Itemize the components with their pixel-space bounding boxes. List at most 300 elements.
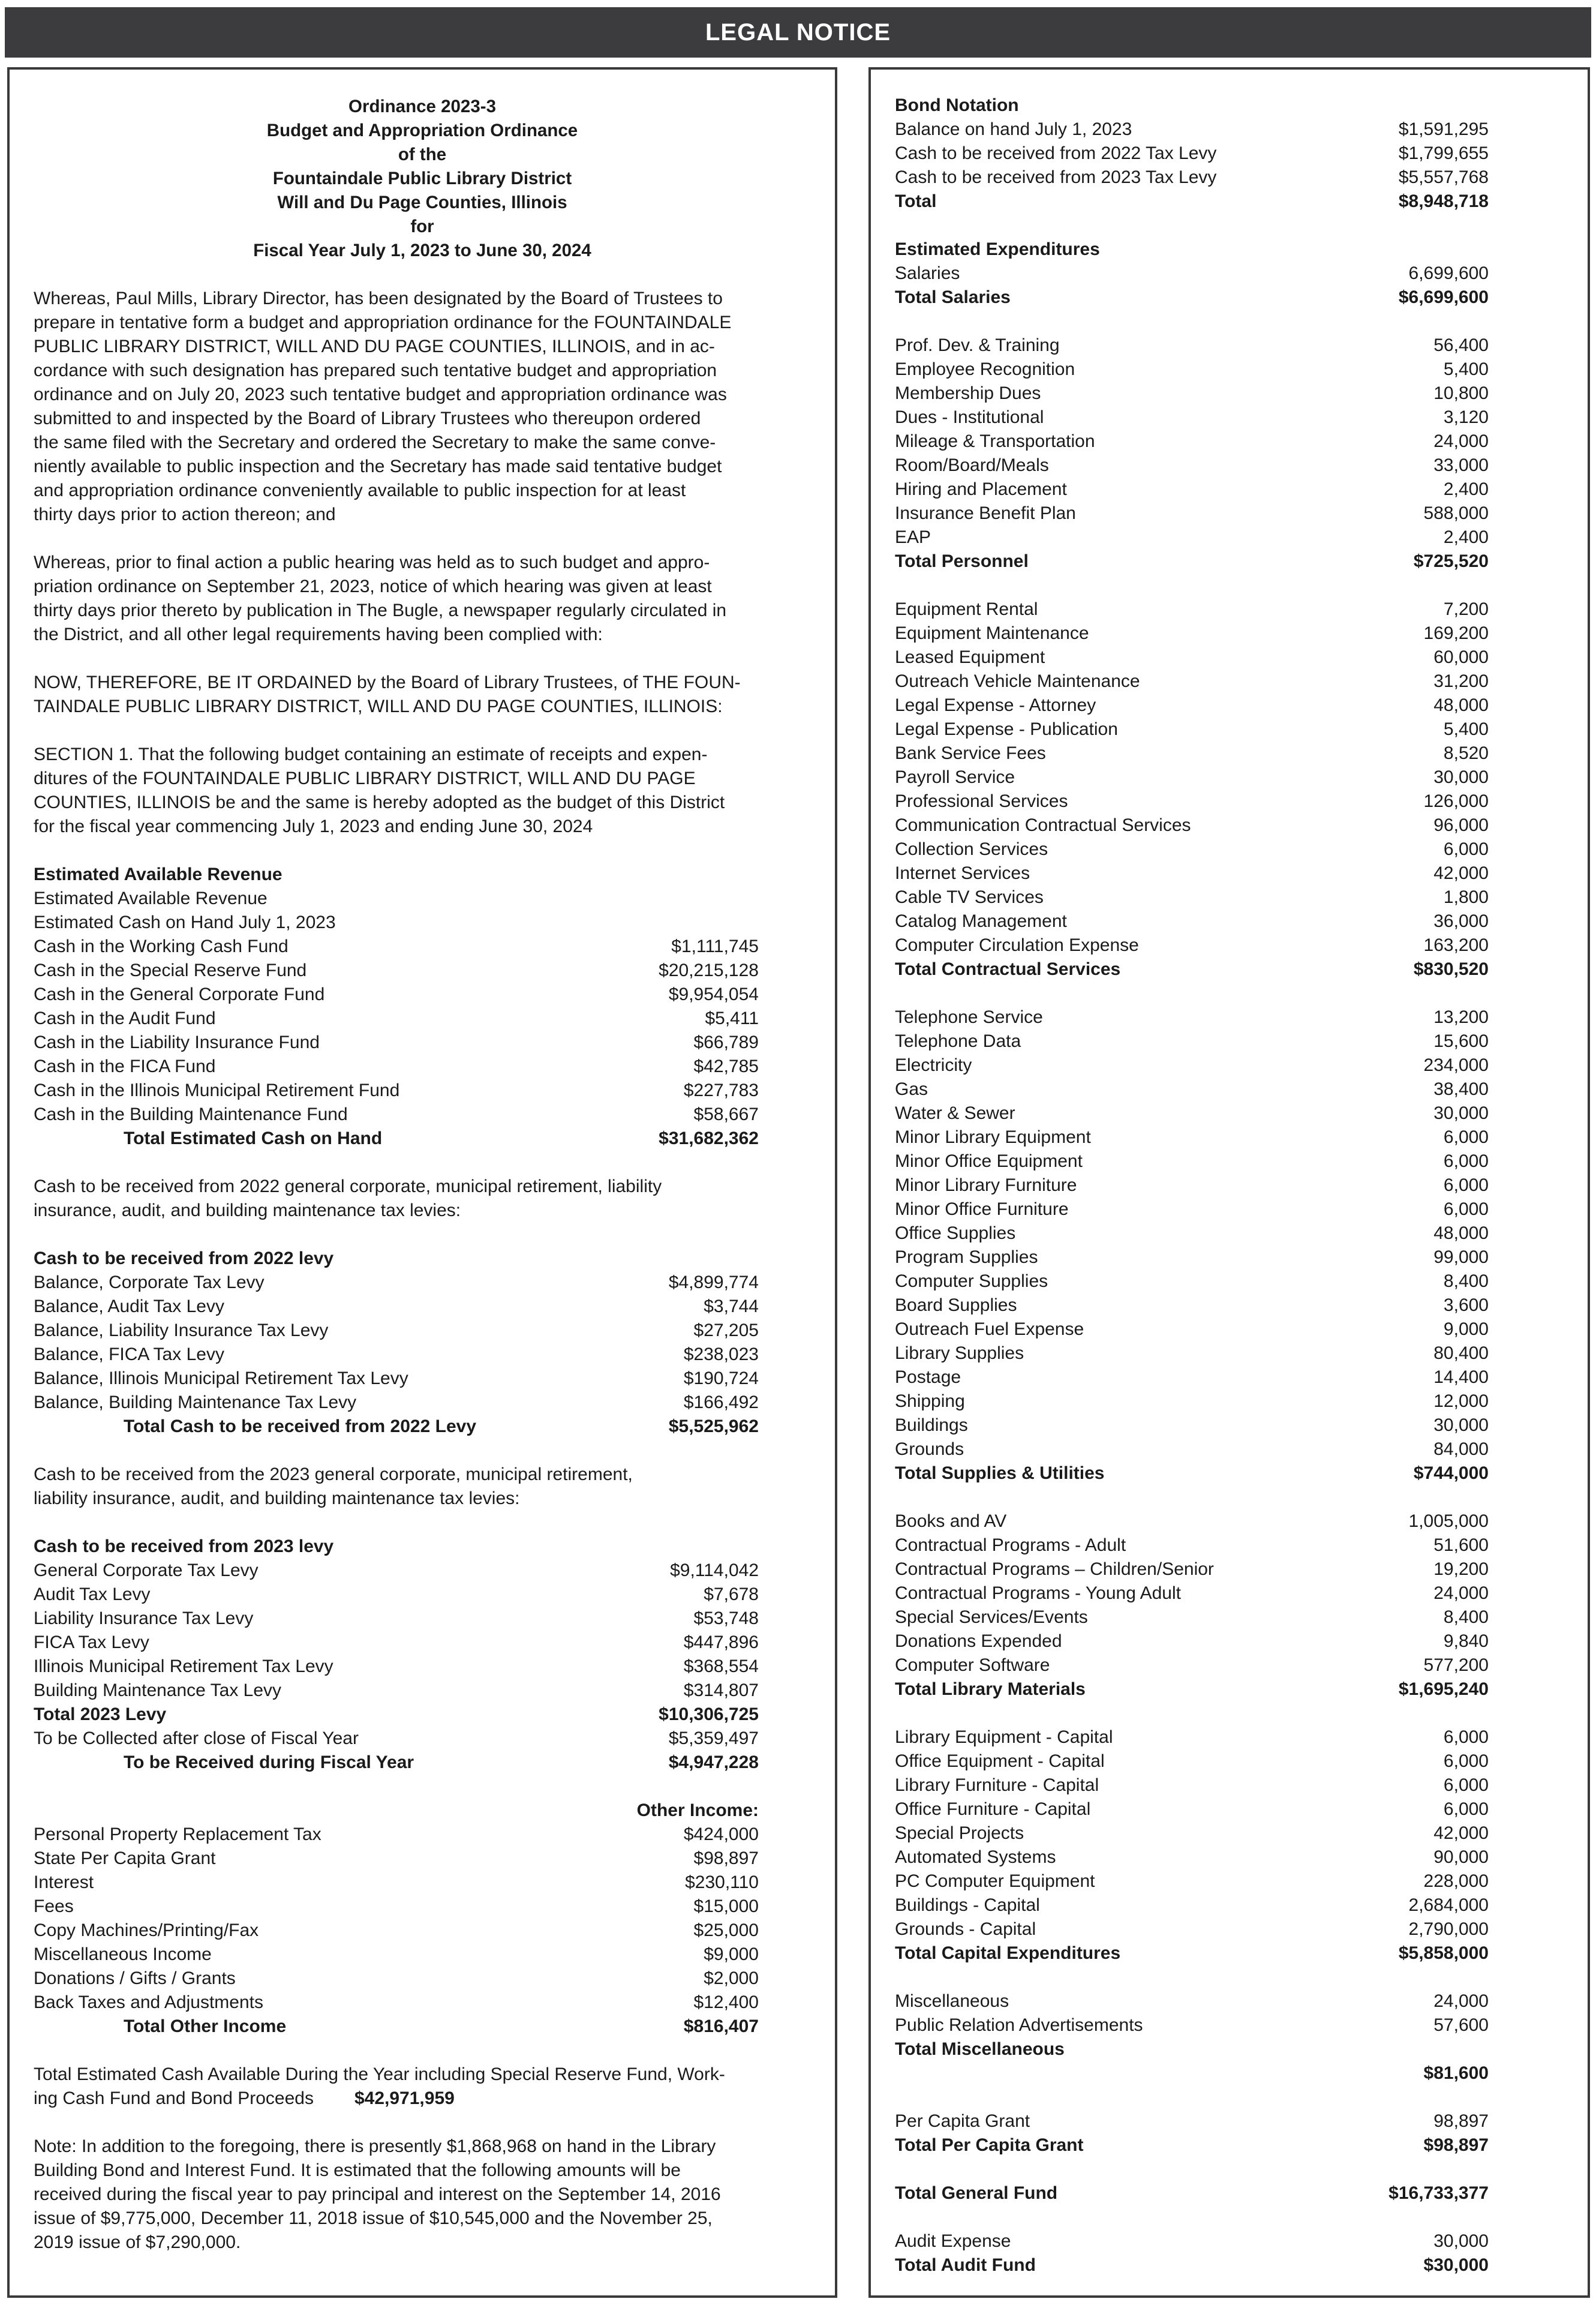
table-row <box>34 983 759 1007</box>
text-line: prepare in tentative form a budget and appropriation ordinance for the FOUNTAINDALE <box>34 313 732 332</box>
row-label: Miscellaneous <box>895 1991 1009 2011</box>
row-value: 6,000 <box>1443 1175 1489 1195</box>
header-title: LEGAL NOTICE <box>705 19 891 46</box>
section-1-paragraph <box>34 743 812 839</box>
table-row <box>895 1653 1489 1677</box>
row-value: $12,400 <box>693 1992 759 2012</box>
text-line: for <box>410 217 434 236</box>
table-row <box>895 1749 1489 1773</box>
row-value: 24,000 <box>1433 1991 1489 2011</box>
ordained-paragraph <box>34 671 812 719</box>
row-label: Cash in the Building Maintenance Fund <box>34 1105 348 1124</box>
table-row <box>34 1919 759 1943</box>
row-label: Board Supplies <box>895 1295 1017 1315</box>
text-line: thirty days prior to action thereon; and <box>34 505 336 524</box>
row-value: $98,897 <box>693 1848 759 1868</box>
row-label: Contractual Programs - Young Adult <box>895 1583 1181 1603</box>
total-available-line-2: ing Cash Fund and Bond Proceeds $42,971,959 <box>34 2088 455 2108</box>
row-value: 30,000 <box>1433 767 1489 787</box>
row-label: Legal Expense - Attorney <box>895 695 1096 715</box>
table-row <box>895 1078 1489 1102</box>
table-row <box>895 1893 1489 1917</box>
row-value: 38,400 <box>1433 1079 1489 1099</box>
row-value: 6,000 <box>1443 1727 1489 1747</box>
row-value: 24,000 <box>1433 1583 1489 1603</box>
table-row <box>895 334 1489 358</box>
row-label: Fees <box>34 1896 74 1916</box>
cash-on-hand-table <box>34 935 811 1127</box>
table-row <box>34 1271 759 1295</box>
text-line: the District, and all other legal requirements having been complied with: <box>34 625 603 644</box>
levy-2023-total: Total 2023 Levy $10,306,725 <box>34 1704 759 1724</box>
row-label: Outreach Fuel Expense <box>895 1319 1084 1339</box>
table-row <box>34 959 759 983</box>
row-value: 6,000 <box>1443 1799 1489 1819</box>
row-label: Catalog Management <box>895 911 1067 931</box>
cash-on-hand-total: Total Estimated Cash on Hand $31,682,362 <box>124 1129 759 1148</box>
table-row <box>895 1845 1489 1869</box>
row-value: 42,000 <box>1433 1823 1489 1843</box>
table-row <box>895 1006 1489 1030</box>
table-row <box>895 406 1489 430</box>
row-label: Computer Circulation Expense <box>895 935 1139 955</box>
row-value: $15,000 <box>693 1896 759 1916</box>
row-label: Buildings - Capital <box>895 1895 1040 1915</box>
table-row <box>895 382 1489 406</box>
table-row <box>895 1054 1489 1078</box>
table-row <box>895 478 1489 502</box>
audit-table <box>895 2229 1564 2253</box>
row-value: 33,000 <box>1433 455 1489 475</box>
row-value: 56,400 <box>1433 335 1489 355</box>
row-label: Donations / Gifts / Grants <box>34 1968 236 1988</box>
table-row <box>34 1055 759 1079</box>
table-row <box>895 838 1489 862</box>
text-line: COUNTIES, ILLINOIS be and the same is hereby adopted as the budget of this District <box>34 793 725 812</box>
row-value: 12,000 <box>1433 1391 1489 1411</box>
table-row <box>895 1245 1489 1269</box>
row-value: 30,000 <box>1433 1103 1489 1123</box>
row-value: $9,000 <box>704 1944 759 1964</box>
row-label: Cash in the Special Reserve Fund <box>34 961 307 980</box>
other-income-table <box>34 1823 811 2015</box>
row-value: $5,411 <box>705 1009 759 1028</box>
table-row <box>895 598 1489 622</box>
bond-notation-table <box>895 118 1564 190</box>
row-label: Personal Property Replacement Tax <box>34 1824 321 1844</box>
table-row <box>895 1557 1489 1581</box>
whereas-paragraph-2 <box>34 551 812 647</box>
row-value: 9,840 <box>1443 1631 1489 1651</box>
text-line: and appropriation ordinance conveniently available to public inspection for at least <box>34 481 686 500</box>
table-row <box>34 1895 759 1919</box>
table-row <box>895 142 1489 166</box>
text-line: Will and Du Page Counties, Illinois <box>277 193 567 212</box>
text-line: TAINDALE PUBLIC LIBRARY DISTRICT, WILL AND DU PAGE COUNTIES, ILLINOIS: <box>34 697 723 716</box>
row-label: Balance, Building Maintenance Tax Levy <box>34 1392 357 1412</box>
row-label: Cash in the Audit Fund <box>34 1009 216 1028</box>
row-label: Library Supplies <box>895 1343 1024 1363</box>
row-value: 99,000 <box>1433 1247 1489 1267</box>
row-value: $227,783 <box>683 1081 759 1100</box>
total-available-line-1: Total Estimated Cash Available During the Year including Special Reserve Fund, Work- <box>34 2064 725 2084</box>
contractual-table <box>895 598 1564 958</box>
text-line: received during the fiscal year to pay principal and interest on the September 14, 2016 <box>34 2184 721 2204</box>
table-row <box>34 1631 759 1655</box>
row-label: Insurance Benefit Plan <box>895 503 1076 523</box>
row-label: Minor Library Equipment <box>895 1127 1091 1147</box>
row-label: Salaries <box>895 263 960 283</box>
table-row <box>895 910 1489 934</box>
row-value: $190,724 <box>683 1368 759 1388</box>
table-row <box>895 670 1489 694</box>
table-row <box>34 1103 759 1127</box>
row-value: $1,111,745 <box>671 937 759 956</box>
table-row <box>895 1221 1489 1245</box>
levy-2023-after-close: To be Collected after close of Fiscal Year $5,359,497 <box>34 1728 759 1748</box>
table-row <box>895 1365 1489 1389</box>
row-label: Cash in the Liability Insurance Fund <box>34 1033 320 1052</box>
whereas-paragraph-1 <box>34 287 812 527</box>
capital-table <box>895 1725 1564 1941</box>
row-value: 36,000 <box>1433 911 1489 931</box>
row-label: Library Furniture - Capital <box>895 1775 1099 1795</box>
table-row <box>895 862 1489 886</box>
table-row <box>34 1343 759 1367</box>
row-value: 2,684,000 <box>1408 1895 1489 1915</box>
row-label: Office Supplies <box>895 1223 1016 1243</box>
table-row <box>895 1437 1489 1461</box>
row-label: Cash in the Illinois Municipal Retirement Fund <box>34 1081 400 1100</box>
row-value: 30,000 <box>1433 1415 1489 1435</box>
row-value: $238,023 <box>683 1344 759 1364</box>
table-row <box>895 1317 1489 1341</box>
row-label: Dues - Institutional <box>895 407 1044 427</box>
table-row <box>895 1197 1489 1221</box>
table-row <box>895 454 1489 478</box>
row-value: 169,200 <box>1423 623 1489 643</box>
row-label: Mileage & Transportation <box>895 431 1095 451</box>
table-row <box>895 2229 1489 2253</box>
text-line: for the fiscal year commencing July 1, 2023 and ending June 30, 2024 <box>34 817 593 836</box>
row-value: 6,000 <box>1443 1151 1489 1171</box>
row-label: Water & Sewer <box>895 1103 1015 1123</box>
row-value: $5,557,768 <box>1398 167 1489 187</box>
text-line: Budget and Appropriation Ordinance <box>266 121 578 140</box>
text-line: liability insurance, audit, and building maintenance tax levies: <box>34 1488 520 1508</box>
row-label: Balance, Audit Tax Levy <box>34 1296 224 1316</box>
row-label: Grounds <box>895 1439 964 1459</box>
levy-2022-intro <box>34 1175 812 1223</box>
row-value: $166,492 <box>683 1392 759 1412</box>
row-label: Leased Equipment <box>895 647 1045 667</box>
table-row <box>895 2013 1489 2037</box>
row-label: Special Projects <box>895 1823 1024 1843</box>
row-value: 228,000 <box>1423 1871 1489 1891</box>
text-line: ordinance and on July 20, 2023 such tentative budget and appropriation ordinance was <box>34 385 727 404</box>
row-value: 48,000 <box>1433 1223 1489 1243</box>
table-row <box>895 1821 1489 1845</box>
row-value: 126,000 <box>1423 791 1489 811</box>
row-label: Contractual Programs - Adult <box>895 1535 1126 1555</box>
row-value: 163,200 <box>1423 935 1489 955</box>
row-value: 6,699,600 <box>1408 263 1489 283</box>
row-value: 19,200 <box>1433 1559 1489 1579</box>
row-value: $58,667 <box>693 1105 759 1124</box>
personnel-table <box>895 334 1564 550</box>
row-label: EAP <box>895 527 931 547</box>
text-line: ditures of the FOUNTAINDALE PUBLIC LIBRARY DISTRICT, WILL AND DU PAGE <box>34 769 696 788</box>
row-value: 9,000 <box>1443 1319 1489 1339</box>
table-row <box>34 1559 759 1583</box>
row-value: 6,000 <box>1443 839 1489 859</box>
table-row <box>34 1391 759 1415</box>
row-label: Interest <box>34 1872 94 1892</box>
row-label: Equipment Rental <box>895 599 1038 619</box>
table-row <box>895 1126 1489 1150</box>
table-row <box>895 358 1489 382</box>
table-row <box>895 718 1489 742</box>
miscellaneous-table <box>895 1989 1564 2037</box>
table-row <box>34 1871 759 1895</box>
text-line: Ordinance 2023-3 <box>348 97 496 116</box>
row-label: Telephone Data <box>895 1031 1021 1051</box>
row-label: Equipment Maintenance <box>895 623 1089 643</box>
table-row <box>895 1389 1489 1413</box>
table-row <box>895 502 1489 526</box>
row-value: 5,400 <box>1443 359 1489 379</box>
row-label: Contractual Programs – Children/Senior <box>895 1559 1214 1579</box>
row-label: Donations Expended <box>895 1631 1062 1651</box>
per-capita-total: Total Per Capita Grant $98,897 <box>895 2135 1489 2155</box>
row-value: 2,400 <box>1443 479 1489 499</box>
row-label: Payroll Service <box>895 767 1015 787</box>
table-row <box>895 1030 1489 1054</box>
table-row <box>895 1102 1489 1126</box>
text-line: of the <box>398 145 447 164</box>
table-row <box>895 1797 1489 1821</box>
row-value: 8,520 <box>1443 743 1489 763</box>
general-fund-total: Total General Fund $16,733,377 <box>895 2183 1489 2203</box>
row-label: Cash to be received from 2023 Tax Levy <box>895 167 1217 187</box>
row-label: Special Services/Events <box>895 1607 1088 1627</box>
right-column <box>868 67 1590 2298</box>
table-row <box>895 1150 1489 1173</box>
row-label: Balance, Corporate Tax Levy <box>34 1272 265 1292</box>
row-value: $1,591,295 <box>1398 119 1489 139</box>
text-line: PUBLIC LIBRARY DISTRICT, WILL AND DU PAGE COUNTIES, ILLINOIS, and in ac- <box>34 337 715 356</box>
row-value: 8,400 <box>1443 1271 1489 1291</box>
row-label: State Per Capita Grant <box>34 1848 216 1868</box>
row-label: Books and AV <box>895 1511 1007 1531</box>
table-row <box>895 118 1489 142</box>
row-value: 31,200 <box>1433 671 1489 691</box>
table-row <box>34 1319 759 1343</box>
levy-2023-intro <box>34 1463 812 1511</box>
row-label: Room/Board/Meals <box>895 455 1049 475</box>
row-value: 234,000 <box>1423 1055 1489 1075</box>
row-label: Balance, FICA Tax Levy <box>34 1344 224 1364</box>
table-row <box>895 1605 1489 1629</box>
row-label: FICA Tax Levy <box>34 1632 149 1652</box>
audit-fund-total: Total Audit Fund $30,000 <box>895 2255 1489 2275</box>
per-capita-table <box>895 2109 1564 2133</box>
row-value: 98,897 <box>1433 2111 1489 2131</box>
row-label: Bank Service Fees <box>895 743 1046 763</box>
row-label: Communication Contractual Services <box>895 815 1191 835</box>
text-line: Whereas, prior to final action a public hearing was held as to such budget and appro- <box>34 553 710 572</box>
row-label: Audit Expense <box>895 2231 1011 2251</box>
row-value: 24,000 <box>1433 431 1489 451</box>
table-row <box>895 886 1489 910</box>
other-income-total: Total Other Income $816,407 <box>124 2016 759 2036</box>
row-value: 42,000 <box>1433 863 1489 883</box>
table-row <box>34 1367 759 1391</box>
row-value: $230,110 <box>685 1872 759 1892</box>
table-row <box>34 1967 759 1991</box>
table-row <box>895 1533 1489 1557</box>
row-value: 6,000 <box>1443 1199 1489 1219</box>
table-row <box>895 1293 1489 1317</box>
table-row <box>895 1725 1489 1749</box>
row-label: Internet Services <box>895 863 1030 883</box>
salaries-total: Total Salaries $6,699,600 <box>895 287 1489 307</box>
table-row <box>895 694 1489 718</box>
row-label: Cash in the FICA Fund <box>34 1057 216 1076</box>
row-label: Balance, Liability Insurance Tax Levy <box>34 1320 329 1340</box>
table-row <box>34 1943 759 1967</box>
row-value: 3,600 <box>1443 1295 1489 1315</box>
levy-2023-received: To be Received during Fiscal Year $4,947,228 <box>124 1752 759 1772</box>
row-label: Cash in the Working Cash Fund <box>34 937 288 956</box>
row-label: Employee Recognition <box>895 359 1075 379</box>
row-value: 1,800 <box>1443 887 1489 907</box>
row-value: 90,000 <box>1433 1847 1489 1867</box>
row-value: 2,790,000 <box>1408 1919 1489 1939</box>
text-line: thirty days prior thereto by publication in The Bugle, a newspaper regularly circulated in <box>34 601 727 620</box>
text-line: priation ordinance on September 21, 2023, notice of which hearing was given at least <box>34 577 712 596</box>
row-value: 6,000 <box>1443 1775 1489 1795</box>
row-value: $447,896 <box>683 1632 759 1652</box>
text-line: Cash to be received from the 2023 general corporate, municipal retirement, <box>34 1464 633 1484</box>
row-value: 84,000 <box>1433 1439 1489 1459</box>
row-value: 80,400 <box>1433 1343 1489 1363</box>
row-label: Building Maintenance Tax Levy <box>34 1680 282 1700</box>
row-label: Cash in the General Corporate Fund <box>34 985 325 1004</box>
table-row <box>895 1989 1489 2013</box>
row-value: 3,120 <box>1443 407 1489 427</box>
levy-2022-table <box>34 1271 811 1415</box>
table-row <box>895 1917 1489 1941</box>
levy-2022-total: Total Cash to be received from 2022 Levy $5,525,962 <box>124 1416 759 1436</box>
row-value: $424,000 <box>683 1824 759 1844</box>
table-row <box>34 1991 759 2015</box>
row-label: Professional Services <box>895 791 1068 811</box>
row-label: Minor Office Furniture <box>895 1199 1069 1219</box>
bond-notation-heading: Bond Notation <box>895 95 1019 115</box>
text-line: Fiscal Year July 1, 2023 to June 30, 2024 <box>253 241 591 260</box>
text-line: NOW, THEREFORE, BE IT ORDAINED by the Board of Library Trustees, of THE FOUN- <box>34 673 741 692</box>
row-value: $42,785 <box>693 1057 759 1076</box>
table-row <box>895 1773 1489 1797</box>
row-label: Grounds - Capital <box>895 1919 1036 1939</box>
row-value: 60,000 <box>1433 647 1489 667</box>
levy-2022-heading: Cash to be received from 2022 levy <box>34 1248 334 1268</box>
row-value: 1,005,000 <box>1408 1511 1489 1531</box>
cash-on-hand-subheading: Estimated Cash on Hand July 1, 2023 <box>34 913 336 932</box>
revenue-heading: Estimated Available Revenue <box>34 865 282 884</box>
row-value: 5,400 <box>1443 719 1489 739</box>
levy-2023-heading: Cash to be received from 2023 levy <box>34 1536 334 1556</box>
row-value: $20,215,128 <box>659 961 759 980</box>
materials-table <box>895 1509 1564 1677</box>
row-value: 30,000 <box>1433 2231 1489 2251</box>
row-value: $368,554 <box>683 1656 759 1676</box>
table-row <box>34 1295 759 1319</box>
capital-total: Total Capital Expenditures $5,858,000 <box>895 1943 1489 1963</box>
supplies-total: Total Supplies & Utilities $744,000 <box>895 1463 1489 1483</box>
row-label: Balance on hand July 1, 2023 <box>895 119 1132 139</box>
text-line: Note: In addition to the foregoing, there is presently $1,868,968 on hand in the Library <box>34 2136 716 2156</box>
row-label: Legal Expense - Publication <box>895 719 1118 739</box>
row-label: Office Furniture - Capital <box>895 1799 1091 1819</box>
row-value: 51,600 <box>1433 1535 1489 1555</box>
left-column <box>7 67 837 2298</box>
text-line: insurance, audit, and building maintenance tax levies: <box>34 1200 461 1220</box>
table-row <box>34 1583 759 1607</box>
table-row <box>34 935 759 959</box>
table-row <box>895 262 1489 286</box>
levy-2023-table <box>34 1559 811 1703</box>
bond-notation-total: Total $8,948,718 <box>895 191 1489 211</box>
row-label: General Corporate Tax Levy <box>34 1560 259 1580</box>
materials-total: Total Library Materials $1,695,240 <box>895 1679 1489 1699</box>
row-value: 6,000 <box>1443 1127 1489 1147</box>
table-row <box>895 1269 1489 1293</box>
row-label: Membership Dues <box>895 383 1041 403</box>
table-row <box>895 1173 1489 1197</box>
table-row <box>895 1509 1489 1533</box>
table-row <box>34 1007 759 1031</box>
legal-notice-header <box>5 7 1591 58</box>
row-value: $3,744 <box>704 1296 759 1316</box>
row-value: 577,200 <box>1423 1655 1489 1675</box>
table-row <box>34 1823 759 1847</box>
text-line: submitted to and inspected by the Board of Library Trustees who thereupon ordered <box>34 409 701 428</box>
row-label: Office Equipment - Capital <box>895 1751 1105 1771</box>
miscellaneous-total-label: Total Miscellaneous <box>895 2039 1065 2059</box>
table-row <box>895 1341 1489 1365</box>
table-row <box>34 1655 759 1679</box>
table-row <box>895 934 1489 958</box>
table-row <box>895 742 1489 766</box>
row-label: Balance, Illinois Municipal Retirement Tax Levy <box>34 1368 408 1388</box>
total-available-amount: $42,971,959 <box>354 2088 455 2108</box>
row-label: Per Capita Grant <box>895 2111 1030 2131</box>
table-row <box>895 430 1489 454</box>
row-value: $53,748 <box>693 1608 759 1628</box>
text-line: cordance with such designation has prepared such tentative budget and appropriation <box>34 361 717 380</box>
row-label: Public Relation Advertisements <box>895 2015 1143 2035</box>
row-value: 588,000 <box>1423 503 1489 523</box>
row-value: $27,205 <box>693 1320 759 1340</box>
row-value: $7,678 <box>704 1584 759 1604</box>
table-row <box>34 1607 759 1631</box>
table-row <box>895 166 1489 190</box>
table-row <box>895 1413 1489 1437</box>
row-label: Postage <box>895 1367 961 1387</box>
table-row <box>895 1581 1489 1605</box>
